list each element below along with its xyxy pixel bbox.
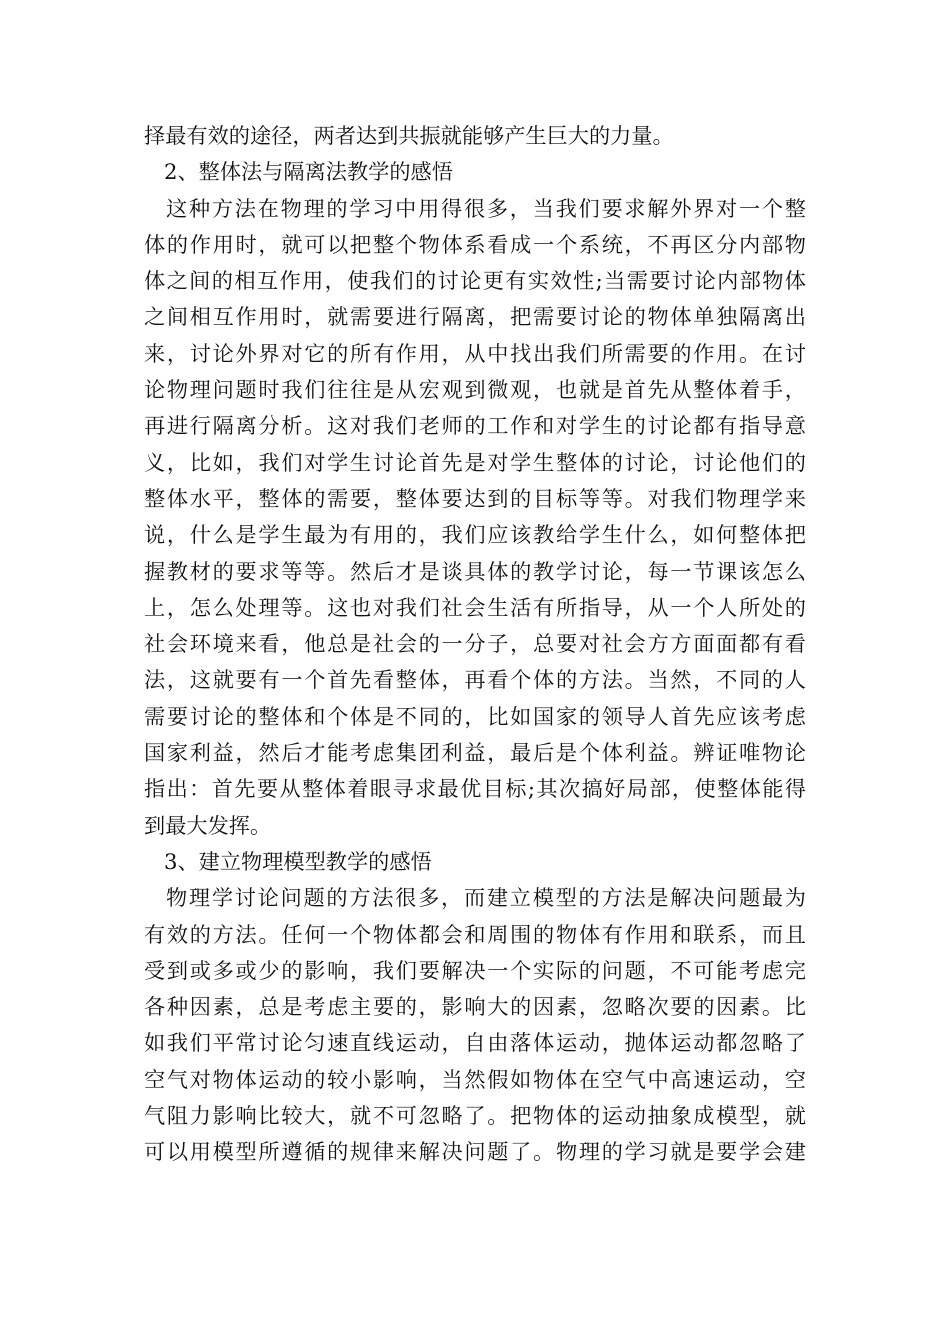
text-line: 到最大发挥。 [144,812,272,838]
text-line: 论物理问题时我们往往是从宏观到微观，也就是首先从整体着手， [144,377,806,403]
text-line: 各种因素，总是考虑主要的，影响大的因素，忽略次要的因素。比 [144,994,806,1020]
text-line: 体之间的相互作用，使我们的讨论更有实效性;当需要讨论内部物体 [144,268,806,294]
text-line: 整体水平，整体的需要，整体要达到的目标等等。对我们物理学来 [144,485,806,511]
text-line: 之间相互作用时，就需要进行隔离，把需要讨论的物体单独隔离出 [144,304,806,330]
text-line: 如我们平常讨论匀速直线运动，自由落体运动，抛体运动都忽略了 [144,1030,806,1056]
text-line: 可以用模型所遵循的规律来解决问题了。物理的学习就是要学会建 [144,1139,806,1165]
text-line: 体的作用时，就可以把整个物体系看成一个系统，不再区分内部物 [144,231,806,257]
text-line: 握教材的要求等等。然后才是谈具体的教学讨论，每一节课该怎么 [144,558,806,584]
section-heading: 2、整体法与隔离法教学的感悟 [164,159,453,185]
text-line: 需要讨论的整体和个体是不同的，比如国家的领导人首先应该考虑 [144,703,806,729]
text-line: 来，讨论外界对它的所有作用，从中找出我们所需要的作用。在讨 [144,340,806,366]
body-text [144,118,806,1171]
text-line: 上，怎么处理等。这也对我们社会生活有所指导，从一个人所处的 [144,594,806,620]
text-line: 择最有效的途径，两者达到共振就能够产生巨大的力量。 [144,123,674,148]
text-line: 空气对物体运动的较小影响，当然假如物体在空气中高速运动，空 [144,1066,806,1092]
text-line: 这种方法在物理的学习中用得很多，当我们要求解外界对一个整 [166,195,806,221]
text-line: 受到或多或少的影响，我们要解决一个实际的问题，不可能考虑完 [144,957,806,983]
text-line: 指出：首先要从整体着眼寻求最优目标;其次搞好局部，使整体能得 [144,776,806,802]
text-line: 物理学讨论问题的方法很多，而建立模型的方法是解决问题最为 [166,885,806,911]
text-line: 社会环境来看，他总是社会的一分子，总要对社会方方面面都有看 [144,631,806,657]
text-line: 气阻力影响比较大，就不可忽略了。把物体的运动抽象成模型，就 [144,1103,806,1129]
text-line: 国家利益，然后才能考虑集团利益，最后是个体利益。辨证唯物论 [144,740,806,766]
text-line: 说，什么是学生最为有用的，我们应该教给学生什么，如何整体把 [144,522,806,548]
text-line: 再进行隔离分析。这对我们老师的工作和对学生的讨论都有指导意 [144,413,806,439]
section-heading: 3、建立物理模型教学的感悟 [164,848,432,874]
text-line: 有效的方法。任何一个物体都会和周围的物体有作用和联系，而且 [144,921,806,947]
text-line: 法，这就要有一个首先看整体，再看个体的方法。当然，不同的人 [144,667,806,693]
text-line: 义，比如，我们对学生讨论首先是对学生整体的讨论，讨论他们的 [144,449,806,475]
